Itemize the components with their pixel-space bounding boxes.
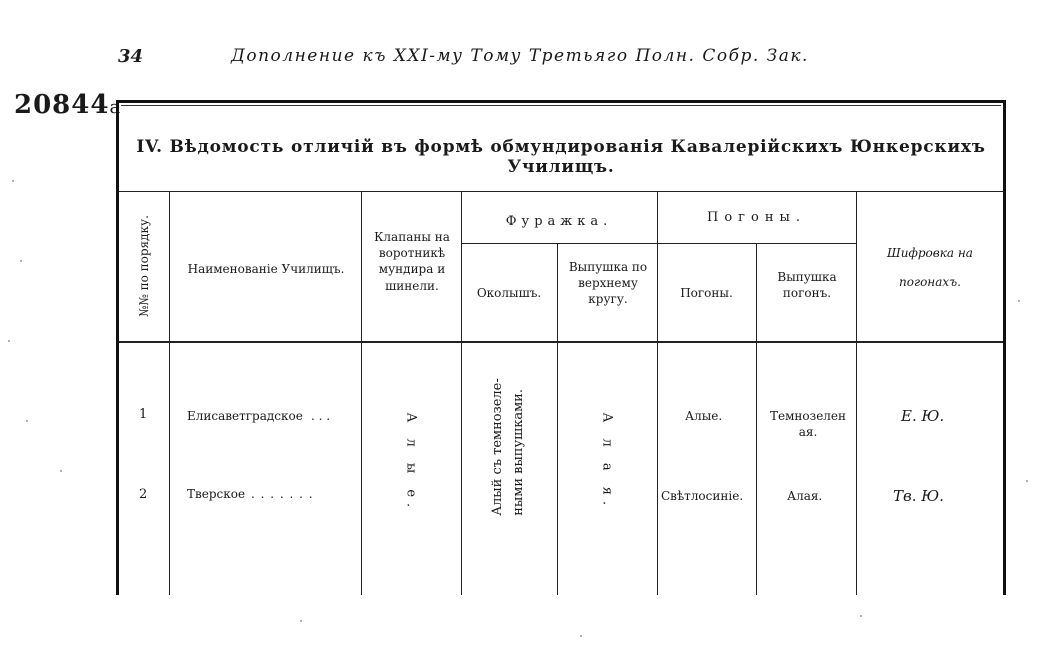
statement-table [116, 100, 1006, 595]
row-2-straps: Свѣтлосинiе. [661, 489, 744, 503]
row-2-cipher: Тв. Ю. [893, 487, 944, 505]
row-1-no: 1 [139, 407, 148, 422]
header-straps-group: Погоны. [707, 210, 806, 225]
collar-tabs-shared: А л ы е. [403, 412, 419, 514]
scan-speck [12, 180, 14, 182]
row-2-leader: . . . . . . . [251, 487, 314, 501]
cap-group-rule [461, 243, 856, 244]
header-cap-group: Фуражка. [505, 214, 613, 229]
row-1-cipher: Е. Ю. [901, 407, 945, 425]
header-straps: Погоны. [680, 286, 733, 300]
scan-speck [1026, 480, 1028, 482]
header-school-name: Наименованiе Училищъ. [187, 262, 345, 276]
header-straps-piping: Выпушка погонъ. [777, 270, 837, 301]
cap-piping-shared: А л а я. [599, 412, 615, 512]
cap-band-line-2: ными выпушками. [511, 389, 526, 516]
entry-number [14, 90, 121, 120]
scan-speck [300, 620, 302, 622]
col-rule-3 [461, 191, 462, 595]
scan-speck [580, 635, 582, 637]
header-cipher: Шифровка на погонахъ. [887, 246, 973, 289]
table-title: IV. Вѣдомость отличiй въ формѣ обмундированiя Кавалерiйскихъ Юнкерскихъ Училищъ. [136, 137, 986, 177]
col-rule-5 [657, 191, 658, 595]
entry-number-main: 20844 [14, 90, 110, 120]
header-order-no: №№ по порядку. [137, 215, 151, 317]
col-rule-1 [169, 191, 170, 595]
scan-speck [60, 470, 62, 472]
col-rule-2 [361, 191, 362, 595]
col-rule-6 [756, 243, 757, 595]
scan-speck [20, 260, 22, 262]
cap-band-line-1: Алый съ темнозеле- [490, 378, 506, 516]
scan-speck [26, 420, 28, 422]
col-rule-4 [557, 243, 558, 595]
header-top-rule [119, 191, 1003, 192]
col-rule-7 [856, 191, 857, 595]
row-2-straps-piping: Алая. [787, 489, 823, 503]
page-number: 34 [118, 46, 144, 67]
header-cap-band: Околышъ. [476, 286, 542, 300]
row-2-no: 2 [139, 487, 148, 502]
header-cap-piping: Выпушка по верхнему кругу. [568, 260, 648, 307]
row-1-straps-piping [767, 409, 849, 440]
row-1-name: Елисаветградское [187, 409, 303, 423]
running-head: Дополнение къ XXI-му Тому Третьяго Полн. Собр. Зак. [231, 46, 809, 66]
entry-number-suffix: а [109, 97, 122, 118]
scan-speck [860, 615, 862, 617]
scan-speck [1018, 300, 1020, 302]
header-collar-tabs: Клапаны на воротникѣ мундира и шинели. [374, 230, 450, 293]
scan-speck [8, 340, 10, 342]
cap-band-shared [488, 378, 530, 516]
row-1-leader: . . . [311, 409, 331, 423]
row-1-straps: Алые. [685, 409, 723, 423]
row-1-straps-piping-text: Темнозеленая. [769, 409, 847, 439]
row-2-name: Тверское [187, 487, 246, 501]
header-bottom-rule [119, 341, 1003, 343]
